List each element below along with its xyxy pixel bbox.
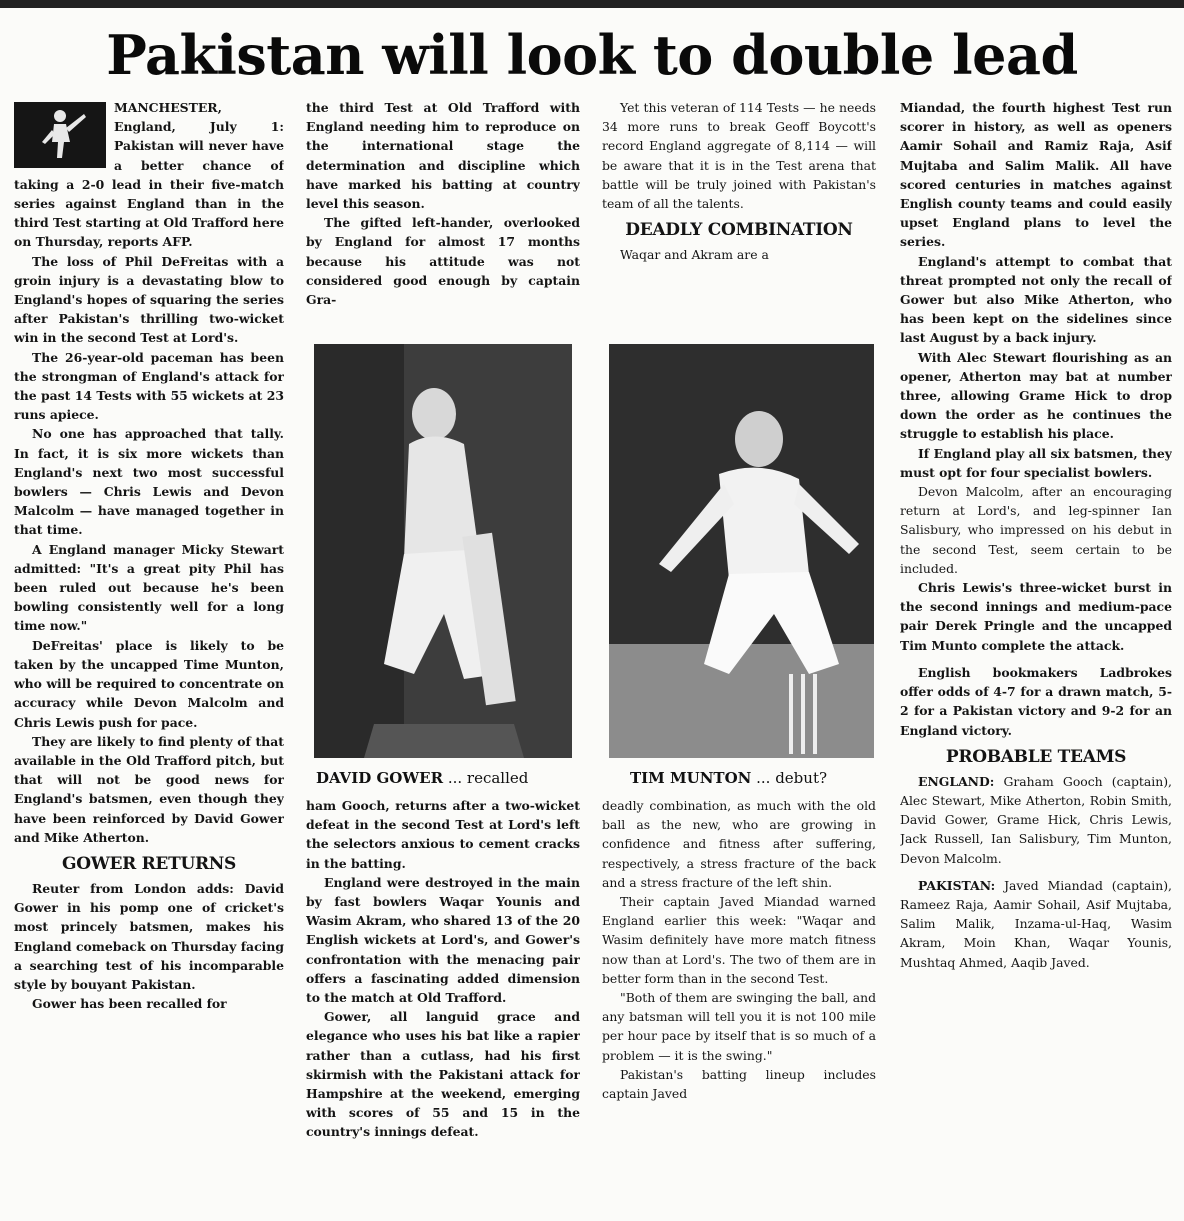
article-column-3-bottom (602, 796, 876, 1216)
subhead-gower-returns: GOWER RETURNS (61, 853, 237, 874)
team-list-pakistan: Javed Miandad (captain), Rameez Raja, Aamir Sohail, Asif Mujtaba, Salim Malik, Inzama-ul-Haq, Wasim Akram, Moin Khan, Waqar Younis, Mushtaq Ahmed, Aaqib Javed. (900, 877, 1172, 970)
caption-name: DAVID GOWER (316, 769, 444, 787)
article-column-4 (900, 98, 1172, 1216)
article-column-2-bottom (306, 796, 580, 1216)
paragraph: the third Test at Old Trafford with England needing him to reproduce on the international stage the determination and discipline which have marked his batting at country level this season. (306, 100, 580, 212)
subhead-probable-teams: PROBABLE TEAMS (945, 746, 1127, 767)
cricket-batsman-icon (14, 102, 106, 168)
caption-name: TIM MUNTON (630, 769, 752, 787)
paragraph: DeFreitas' place is likely to be taken by the uncapped Time Munton, who will be required to concentrate on accuracy while Devon Malcolm and Chris Lewis push for pace. (14, 637, 284, 730)
paragraph: A England manager Micky Stewart admitted: "It's a great pity Phil has been ruled out because he's been bowling consistently well for a long time now." (14, 541, 284, 634)
article-column-2-top (306, 98, 580, 338)
paragraph: Yet this veteran of 114 Tests — he needs 34 more runs to break Geoff Boycott's record England aggregate of 8,114 — will be aware that it is in the Test arena that battle will be truly joined with Pakistan's team of all the talents. (602, 100, 876, 212)
paragraph: deadly combination, as much with the old ball as the new, who are growing in confidence and fitness after suffering, respectively, a stress fracture of the back and a stress fracture of the left shin. (602, 798, 876, 890)
batsman-photo (314, 344, 572, 758)
team-list-england: Graham Gooch (captain), Alec Stewart, Mike Atherton, Robin Smith, David Gower, Grame Hick, Chris Lewis, Jack Russell, Ian Salisbury, Tim Munton, Devon Malcolm. (900, 773, 1172, 866)
photo-caption-munton (630, 768, 880, 788)
caption-text: ... recalled (447, 769, 529, 787)
paragraph: Their captain Javed Miandad warned England earlier this week: "Waqar and Wasim definitely have more match fitness now than at Lord's. The two of them are in better form than in the second Test. (602, 894, 876, 986)
paragraph: If England play all six batsmen, they must opt for four specialist bowlers. (900, 445, 1172, 480)
headline: Pakistan will look to double lead (106, 23, 1078, 87)
paragraph: Reuter from London adds: David Gower in his pomp one of cricket's most princely batsmen, makes his England comeback on Thursday facing a searching test of his incomparable style by bouyant Pakistan. (14, 880, 284, 992)
paragraph: Chris Lewis's three-wicket burst in the second innings and medium-pace pair Derek Pringle and the uncapped Tim Munto complete the attack. (900, 580, 1172, 653)
paragraph: Devon Malcolm, after an encouraging return at Lord's, and leg-spinner Ian Salisbury, who impressed on his debut in the second Test, seem certain to be included. (900, 484, 1172, 576)
paragraph: With Alec Stewart flourishing as an opener, Atherton may bat at number three, allowing Grame Hick to drop down the order as he continues the struggle to establish his place. (900, 349, 1172, 442)
paragraph: Pakistan's batting lineup includes captain Javed (602, 1066, 876, 1102)
paragraph: Gower has been recalled for (32, 996, 227, 1012)
article-column-1 (14, 98, 284, 1216)
paragraph: England, July 1: Pakistan will never have a better chance of taking a 2-0 lead in their five-match series against England than in the third Test starting at Old Trafford here on Thursday, reports AFP. (14, 119, 284, 250)
paragraph: England's attempt to combat that threat prompted not only the recall of Gower but also Mike Atherton, who has been kept on the sidelines since last August by a back injury. (900, 253, 1172, 346)
paragraph: "Both of them are swinging the ball, and any batsman will tell you it is not 100 mile per hour pace by itself that is so much of a problem — it is the swing." (602, 990, 876, 1063)
paragraph: English bookmakers Ladbrokes offer odds of 4-7 for a drawn match, 5-2 for a Pakistan victory and 9-2 for an England victory. (900, 664, 1172, 738)
paragraph: No one has approached that tally. In fact, it is six more wickets than England's next two most successful bowlers — Chris Lewis and Devon Malcolm — have managed together in that time. (14, 426, 284, 538)
article-column-3-top (602, 98, 876, 338)
top-rule (0, 0, 1184, 8)
paragraph: Waqar and Akram are a (620, 247, 769, 263)
paragraph: The loss of Phil DeFreitas with a groin injury is a devastating blow to England's hopes of squaring the series after Pakistan's thrilling two-wicket win in the second Test at Lord's. (14, 253, 284, 346)
paragraph: Miandad, the fourth highest Test run scorer in history, as well as openers Aamir Sohail and Ramiz Raja, Asif Mujtaba and Salim Malik. All have scored centuries in matches against English county teams and could easily upset England plans to level the series. (900, 100, 1172, 250)
paragraph: England were destroyed in the main by fast bowlers Waqar Younis and Wasim Akram, who shared 13 of the 20 English wickets at Lord's, and Gower's confrontation with the menacing pair offers a fascinating added dimension to the match at Old Trafford. (306, 874, 580, 1006)
paragraph: The gifted left-hander, overlooked by England for almost 17 months because his attitude was not considered good enough by captain Gra- (306, 215, 580, 308)
team-label-england: ENGLAND: (918, 773, 995, 789)
bowler-photo (609, 344, 874, 758)
photo-caption-gower (316, 768, 578, 788)
caption-text: ... debut? (756, 769, 828, 787)
paragraph: The 26-year-old paceman has been the strongman of England's attack for the past 14 Tests with 55 wickets at 23 runs apiece. (14, 349, 284, 423)
paragraph: ham Gooch, returns after a two-wicket defeat in the second Test at Lord's left the selectors anxious to cement cracks in the batting. (306, 798, 580, 871)
dateline: MANCHESTER, (114, 100, 222, 115)
paragraph: Gower, all languid grace and elegance who uses his bat like a rapier rather than a cutlass, had his first skirmish with the Pakistani attack for Hampshire at the weekend, emerging with scores of 55 and 15 in the country's innings defeat. (306, 1009, 580, 1140)
paragraph: They are likely to find plenty of that available in the Old Trafford pitch, but that will not be good news for England's batsmen, even though they have been reinforced by David Gower and Mike Atherton. (14, 733, 284, 845)
subhead-deadly-combination: DEADLY COMBINATION (625, 220, 853, 241)
team-label-pakistan: PAKISTAN: (918, 877, 996, 893)
